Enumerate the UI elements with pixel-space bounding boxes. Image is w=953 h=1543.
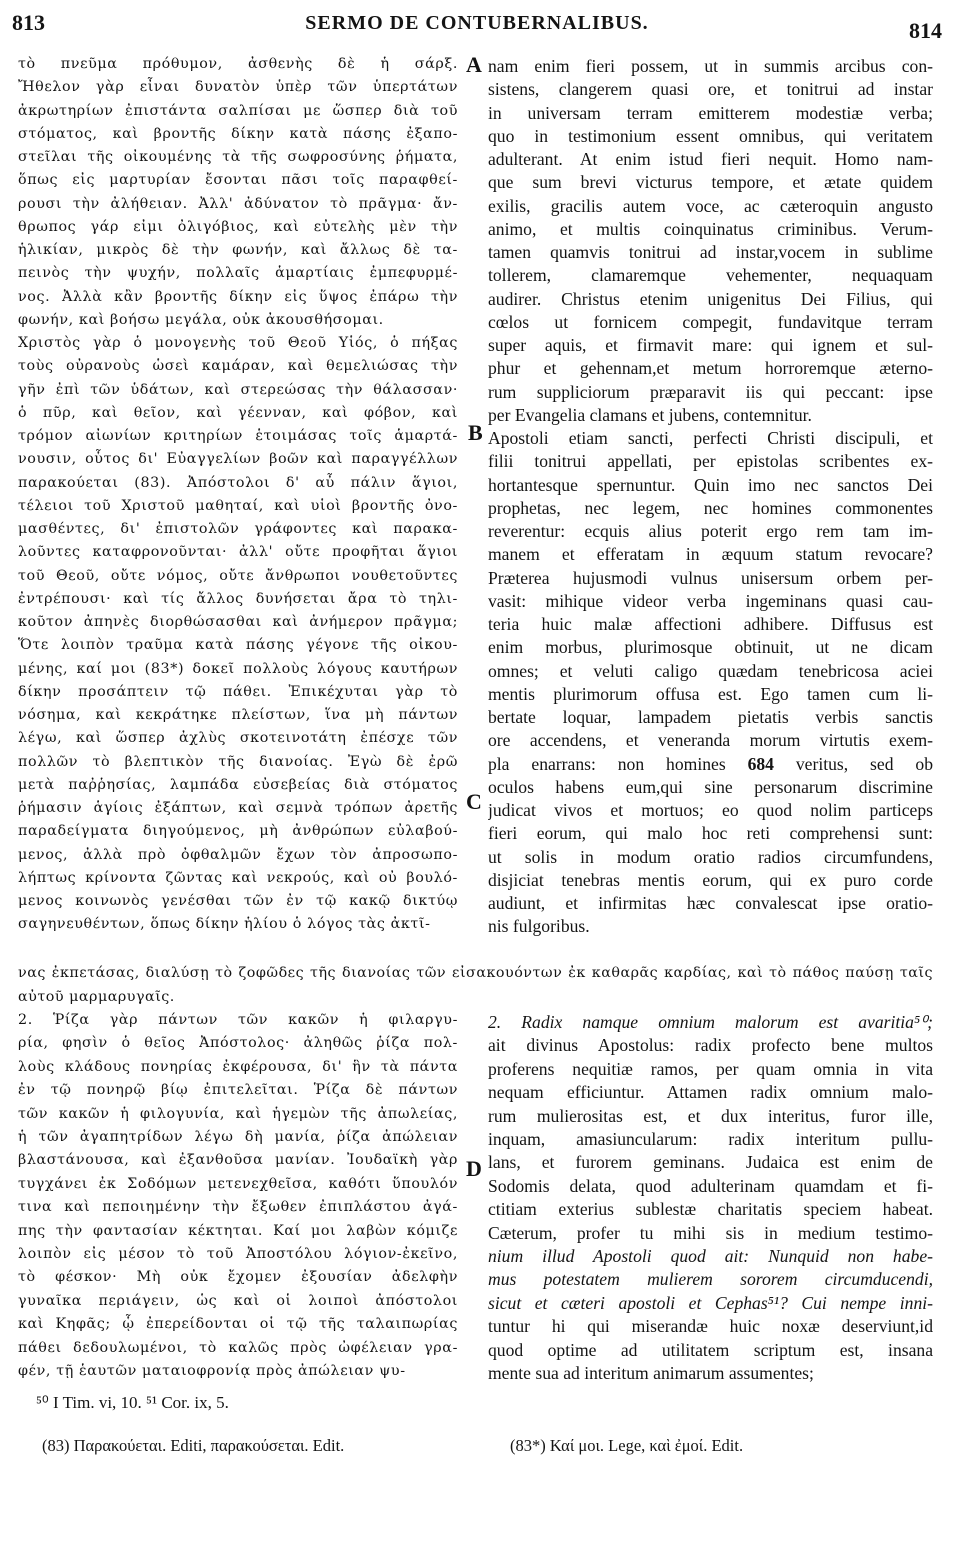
text-line: παρακούεται (83). Ἀπόστολοι δ' αὖ πάλιν ἅγιοι, (18, 474, 458, 491)
text-line: ut solis in modum oratio radios circumfundens, (488, 846, 933, 867)
text-line: ὁ πῦρ, καὶ θεῖον, καὶ γέενναν, καὶ φόβον, καὶ (18, 404, 458, 421)
text-line: πης τὴν φαντασίαν κέκτηται. Καί μοι λαβὼν κόμιζε (18, 1222, 458, 1239)
text-line: μασθέντες, δι' ἐπιστολῶν γράφοντες καὶ παρακα- (18, 521, 458, 537)
text-line: 2. Radix namque omnium malorum est avaritia⁵⁰; (488, 1012, 933, 1032)
text-line: πεινὸς τὴν ψυχήν, πολλαῖς ἁμαρτίαις ἐμπεφυρμέ- (18, 265, 458, 282)
text-line: mus potestatem mulierem sororem circumducendi, (488, 1269, 933, 1290)
text-line: Ὅτε λοιπὸν τραῦμα κατὰ πάσης γέγονε τῆς οἰκου- (18, 637, 458, 654)
text-line: super aquis, et firmavit mare: qui ignem et sul- (488, 335, 933, 355)
running-title: SERMO DE CONTUBERNALIBUS. (305, 12, 649, 34)
text-line: ῥήμασιν ἁγίοις ἐξάπτων, καὶ σεμνὰ τρόπων ἀρετῆς (18, 800, 458, 816)
text-line: φέν, τῇ ἑαυτῶν ματαιοφρονίᾳ πρὸς ἀπώλειαν ψυ- (18, 1363, 406, 1380)
text-line: exilis, gracilis autem voce, ac cæteroquin angusto (488, 195, 933, 216)
greek-column-section-2 (18, 1009, 458, 1384)
text-line: disjiciat tenebras mentis eorum, qui ex puro corde (488, 869, 933, 890)
text-line: μενος, ἀλλὰ πρὸ ὀφθαλμῶν ἔχων τὸν ἀπροσωπο- (18, 846, 458, 863)
text-line: τρόμον αἰωνίων κριτηρίων ἑτοιμάσας τοῖς ἁμαρτά- (18, 428, 458, 444)
text-line: νόσημα, καὶ κεκράτηκε πλείστων, ἵνα μὴ πάντων (18, 707, 458, 723)
page-number-right: 814 (909, 18, 942, 43)
text-line: tamen quamvis tonitrui ad instar,vocem in sublime (488, 242, 933, 262)
text-line: fieri eorum, qui malo hoc reti comprehensi sunt: (488, 823, 933, 844)
text-line: στεῖλαι τῆς οἰκουμένης τὰ τῆς σωφροσύνης ῥήματα, (18, 149, 458, 165)
text-line: vasit: mihique videor verba ingeminans quasi cau- (488, 590, 933, 611)
latin-column-section-2 (488, 1011, 933, 1386)
text-line: ἡλικίαν, μικρὸς δὲ τὴν φωνήν, καὶ ἄλλως δὲ τα- (18, 242, 458, 258)
margin-marker-c: C (466, 789, 482, 814)
text-line: Cæterum, profer tu mihi sis in medium testimo- (488, 1222, 933, 1243)
column-number-marker: 684 (747, 753, 774, 774)
text-line: τῶν κακῶν ἡ φιλογυνία, καὶ ἡγεμὼν τῆς ἀπωλείας, (18, 1105, 458, 1122)
text-line: Χριστὸς γὰρ ὁ μονογενὴς τοῦ Θεοῦ Υἱός, ὁ πήξας (18, 335, 458, 351)
text-line: λέγω, καὶ ὥσπερ ἀχλὺς σκοτεινοτάτη ἐπέσχε τῶν (18, 730, 458, 747)
text-line: νος. Ἀλλὰ κἂν βροντῆς δίκην εἰς ὕψος ἐπάρω τὴν (18, 288, 458, 305)
text-line: rum mulierositas est, et dux interitus, furor ille, (488, 1105, 933, 1126)
text-line: πολλῶν τὸ βλεπτικὸν τῆς διανοίας. Ἐγὼ δὲ ἐρῶ (18, 753, 458, 770)
text-line: τοὺς οὐρανοὺς ὡσεὶ καμάραν, καὶ θεμελιώσας τὴν (18, 358, 458, 375)
text-line: tuntur hi qui miserandæ huic noxæ deserviunt,id (488, 1316, 933, 1337)
text-line: omnes; et veluti caligo quædam tenebricosa aciei (488, 660, 933, 681)
text-line: mente sua ad interitum animarum assumentes; (488, 1363, 814, 1384)
text-line: mentis plurimorum offusa est. Ego tamen cum li- (488, 683, 933, 704)
text-line: πάθει δεδουλωμένοι, τὸ καλῶς πρὸς ὠφέλειαν γρα- (18, 1339, 458, 1356)
text-line: sistens, clangerem quasi ore, et tonitrui ad instar (488, 79, 933, 100)
text-line: γῆν ἐπὶ τῶν ὑδάτων, καὶ στερεώσας τὴν θάλασσαν· (18, 381, 458, 398)
text-line: que sum brevi victurus tempore, et ætate quidem (488, 172, 933, 193)
text-line: τὸ πνεῦμα πρόθυμον, ἀσθενὴς δὲ ἡ σάρξ. (18, 56, 458, 72)
text-line: quo in testimonium essent omnibus, qui veritatem (488, 125, 933, 146)
text-line: inquam, amasiuncularum: radix interitum pullu- (488, 1129, 933, 1150)
text-line: τυγχάνει ἐκ Σοδόμων μετενεχθεῖσα, καθότι ὕπουλόν (18, 1175, 458, 1192)
text-line: σαγηνευθέντων, ὅπως δίκην ἡλίου ὁ λόγος τὰς ἀκτῖ- (18, 916, 431, 933)
text-line: Præterea hujusmodi vulnus unisersum orbem per- (488, 567, 933, 588)
margin-marker-b: B (468, 420, 483, 445)
text-line: rum suppliciorum præparavit iis qui peccant: ipse (488, 381, 933, 402)
text-line: audiunt, et infirmitas hæc convalescat ipse oratio- (488, 893, 933, 913)
text-line: sicut et cæteri apostoli et Cephas⁵¹? Cui nempe inni- (488, 1292, 933, 1313)
text-line: in universam terram emitterem modestiæ verba; (488, 102, 933, 123)
text-line: ὅπως εἰς μαρτυρίαν ἔσονται πᾶσι τοῖς παραφθεί- (18, 172, 458, 189)
text-line: ἐντρέπουσι· καὶ τίς ἄλλος δυνήσεται ἄρα τὸ τηλι- (18, 590, 458, 607)
text-line: μένης, καί μοι (83*) δοκεῖ πολλοὺς λόγους καυτήρων (18, 660, 458, 677)
text-line: λοὺς κλάδους πονηρίας ἐκφέρουσα, δι' ἣν τὰ πάντα (18, 1058, 458, 1075)
text-line: 2. Ῥίζα γὰρ πάντων τῶν κακῶν ἡ φιλαργυ- (18, 1012, 458, 1028)
text-line: ἡ τῶν ἀγαπητρίδων λέγω δὴ μανία, ῥίζα ἀπώλειαν (18, 1129, 458, 1146)
text-line: lans, et furorem geminans. Judaica est enim de (488, 1152, 933, 1173)
text-line: φωνήν, καὶ βοήσω μεγάλα, οὐκ ἀκουσθήσομαι. (18, 311, 384, 328)
text-line: cœlos ut fornicem compegit, fundavitque terram (488, 311, 933, 332)
text-line: λοιπὸν εἰς μέσον τὸ τοῦ Ἀποστόλου λόγιον-ἐκεῖνο, (18, 1246, 458, 1263)
text-line: hortantesque spernuntur. Quin imo nec sanctos Dei (488, 474, 933, 495)
text-line: animo, et multis coinquinatus criminibus. Verum- (488, 218, 933, 239)
text-line: γυναῖκα περιάγειν, ὡς καὶ οἱ λοιποὶ ἀπόστολοι (18, 1292, 458, 1309)
text-line: νας ἐκπετάσας, διαλύσῃ τὸ ζοφῶδες τῆς διανοίας τῶν εἰσακουόντων ἐκ καθαρᾶς καρδίας, καὶ τὸ πάθος παύσῃ ταῖς (18, 965, 933, 981)
margin-marker-a: A (466, 52, 482, 77)
text-line: Ἤθελον γὰρ εἶναι δυνατὸν ὑπὲρ τῶν ὑπερτάτων (18, 79, 458, 96)
text-line: τὸ φέσκον· Μὴ οὐκ ἔχομεν ἐξουσίαν ἀδελφὴν (18, 1269, 458, 1286)
text-line: judicat vivos et mortuos; eo quod nolim particeps (488, 800, 933, 820)
footnote-83-star: (83*) Καί μοι. Lege, καὶ ἐμοί. Edit. (510, 1436, 744, 1455)
text-line: oculos habens eum,qui sine personarum discrimine (488, 776, 933, 797)
text-line: τοῦ Θεοῦ, οὔτε νόμος, οὔτε ἄνθρωποι νουθετοῦντες (18, 567, 458, 584)
text-line: θρωπος γάρ εἰμι ὀλιγόβιος, καὶ εὐτελὴς μὲν τὴν (18, 218, 458, 235)
text-line: teria huic malæ affectioni adhibere. Diffusus est (488, 614, 933, 634)
text-line: adulterant. At enim istud fieri nequit. Homo nam- (488, 149, 933, 169)
text-line: nis fulgoribus. (488, 916, 590, 937)
text-line: per Evangelia clamans et jubens, contemnitur. (488, 404, 812, 425)
latin-column (488, 55, 933, 939)
text-line: Apostoli etiam sancti, perfecti Christi discipuli, et (488, 428, 933, 448)
text-line: λήπτως κρίνοντα ζῶντας καὶ νεκρούς, καὶ οὐ βουλό- (18, 869, 458, 886)
text-line: μενος κοινωνὸς γενέσθαι τῶν ἐν τῷ κακῷ δικτύῳ (18, 893, 458, 909)
text-line: proferens nequitiæ ramos, per quam omnia in vita (488, 1058, 933, 1079)
text-line: quod optime ad utilitatem scriptum est, insana (488, 1339, 933, 1360)
footnote-83: (83) Παρακούεται. Editi, παρακούσεται. Edit. (42, 1436, 345, 1455)
text-line: prophetas, nec legem, nec homines commonentes (488, 497, 933, 518)
text-line: παραδείγματα διηγούμενος, μὴ ἀνθρώπων εὐλαβού- (18, 823, 458, 840)
text-line: ρία, φησὶν ὁ θεῖος Ἀπόστολος· ἀληθῶς ῥίζα πολ- (18, 1035, 458, 1052)
text-line: enim morbus, plurimosque obtinuit, ut ne dicam (488, 637, 933, 658)
text-line: Sodomis delata, quod adulterinam quamdam et fi- (488, 1175, 933, 1196)
full-width-greek (18, 962, 933, 1009)
text-line: λοῦντες καταφρονοῦνται· ἀλλ' οὔτε προφῆται ἅγιοι (18, 544, 458, 561)
text-line: μετὰ παῤῥησίας, λαμπάδα εὐσεβείας διὰ στόματος (18, 776, 458, 793)
text-line: filii tonitrui appellati, per epistolas scribentes ex- (488, 451, 933, 472)
text-line: bertate loquar, lampadem pietatis verbis sanctis (488, 707, 933, 727)
text-line: tollerem, clamaremque vehementer, nequaquam (488, 265, 933, 286)
scripture-references: ⁵⁰ I Tim. vi, 10. ⁵¹ Cor. ix, 5. (36, 1393, 229, 1412)
text-line: στόματος, καὶ βροντῆς δίκην κατὰ πάσης ἐξαπο- (18, 125, 458, 142)
text-line: audirer. Christus etenim unigenitus Dei Filius, qui (488, 288, 933, 309)
text-line: ρουσι τὴν ἀλήθειαν. Ἀλλ' ἀδύνατον τὸ πρᾶγμα· ἄν- (18, 195, 458, 212)
page-number-left: 813 (12, 10, 45, 35)
text-line: reverentur: ecquis alius poterit ergo rem tam im- (488, 521, 933, 541)
text-line: νουσιν, οὗτος δι' Εὐαγγελίων βοῶν καὶ παραγγέλλων (18, 451, 458, 468)
text-line: pla enarrans: non homines 684 veritus, sed ob (488, 753, 933, 774)
text-line: τέλειοι τοῦ Χριστοῦ μαθηταί, καὶ υἱοὶ βροντῆς ὀνο- (18, 497, 458, 514)
margin-marker-d: D (466, 1156, 482, 1181)
text-line: ctitiam exterius sublestæ charitatis speciem habeat. (488, 1199, 933, 1220)
greek-column (18, 53, 458, 937)
text-line: καὶ Κηφᾶς; ᾧ ἐπερείδονται οἱ τῷ τῆς ταλαιπωρίας (18, 1316, 458, 1333)
text-line: τινα καὶ πεποιημένην τὴν ἔξωθεν ἐπιπλάστου ἀγά- (18, 1199, 458, 1216)
text-line: nium illud Apostoli quod ait: Nunquid non habe- (488, 1246, 933, 1267)
text-line: nequam efficiuntur. Attamen radix omnium malo- (488, 1082, 933, 1103)
text-line: ore accendens, et veneranda morum virtutis exem- (488, 730, 933, 751)
text-line: ἀκρωτηρίων ἐπιστάντα σαλπίσαι με ὥσπερ διὰ τοῦ (18, 102, 458, 119)
text-line: nam enim fieri possem, ut in summis arcibus con- (488, 56, 933, 76)
text-line: phur et gehennam,et metum horroremque æterno- (488, 358, 933, 379)
text-line: αὐτοῦ μαρμαρυγαῖς. (18, 988, 175, 1005)
page-header (12, 10, 942, 44)
text-line: κοῦτον ἀπηνὲς διορθώσασθαι καὶ ἀνήμερον πρᾶγμα; (18, 614, 458, 630)
text-line: δίκην προσάπτειν τῷ πάθει. Ἐπικέχυται γὰρ τὸ (18, 683, 458, 700)
text-line: βλαστάνουσα, καὶ ἐξανθοῦσα μανίαν. Ἰουδαϊκὴ γὰρ (18, 1152, 458, 1169)
text-line: ἐν τῷ πονηρῷ βίῳ ἐπιτελεῖται. Ῥίζα δὲ πάντων (18, 1082, 458, 1099)
text-line: ait divinus Apostolus: radix profecto bene multos (488, 1035, 933, 1056)
text-line: manem et efferatam in æquum statum revocare? (488, 544, 933, 565)
